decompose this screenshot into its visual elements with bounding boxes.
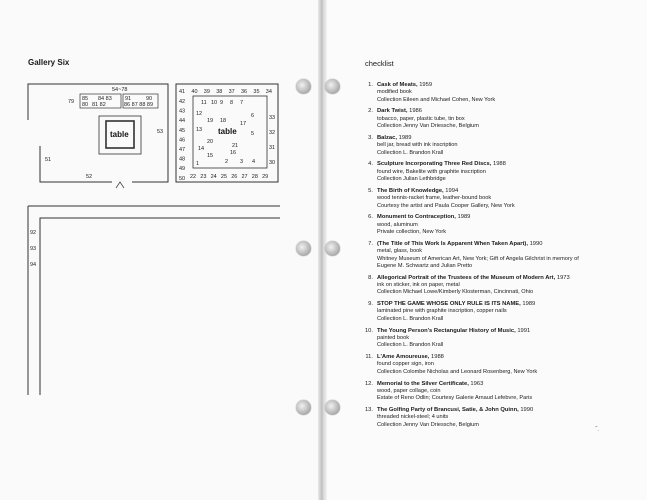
checklist-item-title: Sculpture Incorporating Three Red Discs, 1988 xyxy=(377,161,506,168)
room2-number-inner: 7 xyxy=(240,100,244,106)
checklist-item-detail: Courtesy the artist and Paula Cooper Gallery, New York xyxy=(377,202,515,209)
checklist-item xyxy=(360,407,640,429)
checklist-item xyxy=(360,354,640,376)
checklist-item xyxy=(360,214,640,236)
checklist-item xyxy=(360,275,640,297)
checklist-item-title: Monument to Contraception, 1989 xyxy=(377,214,471,221)
room2-number-bottom: 29 xyxy=(262,174,269,180)
checklist-item-number: 8. xyxy=(368,274,373,281)
room2-number-top: 34 xyxy=(265,89,272,95)
room2-number-inner: 10 xyxy=(211,100,218,106)
checklist-item-year: 1989 xyxy=(522,301,536,308)
checklist-item-year: 1989 xyxy=(457,214,471,221)
checklist-item-detail: Collection Julian Lethbridge xyxy=(377,176,446,183)
page-mark: ˜. xyxy=(595,427,599,433)
checklist-item-detail: laminated pine with graphite inscription, copper nails xyxy=(377,308,507,315)
room1-box1-b: 84 83 xyxy=(98,96,112,102)
room2-number-left: 42 xyxy=(179,99,186,105)
checklist-item-detail: metal, glass, book xyxy=(377,248,423,255)
checklist-item-title: Balzac, 1989 xyxy=(377,134,412,141)
room2-number-inner: 14 xyxy=(198,146,205,152)
checklist-item-title: (The Title of This Work Is Apparent When Taken Apart), 1990 xyxy=(377,240,543,247)
checklist-item-year: 1991 xyxy=(517,327,531,334)
gallery-title: Gallery Six xyxy=(28,58,70,67)
room2-number-bottom: 28 xyxy=(251,174,258,180)
checklist-item-detail: Collection Jenny Van Driessche, Belgium xyxy=(377,421,479,428)
room2-number-bottom: 24 xyxy=(210,174,217,180)
checklist-item-detail: tobacco, paper, plastic tube, tin box xyxy=(377,115,465,122)
room1-box2-a: 91 xyxy=(125,96,132,102)
room2-number-inner: 21 xyxy=(232,143,239,149)
room2-number-inner: 19 xyxy=(207,118,214,124)
room2-number-inner: 1 xyxy=(196,161,200,167)
room1-box1-c: 80 xyxy=(82,102,89,108)
checklist-item-year: 1988 xyxy=(431,354,444,361)
room2-number-right: 31 xyxy=(269,145,276,151)
checklist-item-detail: Collection L. Brandon Krall xyxy=(377,342,444,349)
checklist-item-number: 6. xyxy=(368,214,373,221)
room2-number-bottom: 27 xyxy=(241,174,248,180)
room2-number-inner: 5 xyxy=(251,131,255,137)
room2-number-left: 45 xyxy=(179,127,186,134)
room2-number-bottom: 26 xyxy=(231,174,238,180)
room2-number-left: 49 xyxy=(179,166,186,173)
checklist-item-detail: wood tennis-racket frame, leather-bound book xyxy=(377,195,492,202)
checklist-item-detail: Collection L. Brandon Krall xyxy=(377,315,444,322)
checklist-item-year: 1989 xyxy=(398,134,412,141)
checklist-title: checklist xyxy=(365,59,394,68)
checklist-item-number: 13. xyxy=(364,407,373,414)
checklist-item-number: 3. xyxy=(368,134,373,141)
checklist-item-title: STOP THE GAME WHOSE ONLY RULE IS ITS NAME, 1989 xyxy=(377,301,536,308)
checklist-item-number: 12. xyxy=(364,380,373,387)
room2-number-bottom: 25 xyxy=(220,174,228,180)
room2-number-bottom: 23 xyxy=(200,174,207,180)
checklist-item-detail: Collection Michael Lowe/Kimberly Klosterman, Cincinnati, Ohio xyxy=(377,289,534,296)
checklist-item-year: 1959 xyxy=(419,82,433,88)
checklist-item-number: 7. xyxy=(368,240,373,247)
checklist-item xyxy=(360,108,640,130)
room2-number-top: 37 xyxy=(228,89,235,95)
room2-number-inner: 8 xyxy=(230,100,234,106)
checklist-item-title: Dark Twist, 1986 xyxy=(377,108,423,115)
room2-number-inner: 16 xyxy=(230,150,237,156)
checklist-item-detail: Collection Eileen and Michael Cohen, New York xyxy=(377,96,496,103)
room3-number: 94 xyxy=(30,262,37,268)
room2-number-inner: 9 xyxy=(220,100,224,106)
room2-number-inner: 11 xyxy=(201,100,207,106)
checklist-item-detail: Whitney Museum of American Art, New York; Gift of Angela Gilchrist in memory of xyxy=(377,255,579,262)
checklist-item-detail: found wire, Bakelite with graphite inscription xyxy=(377,168,486,175)
checklist-item-number: 1. xyxy=(368,82,373,88)
checklist-item-year: 1986 xyxy=(409,108,423,115)
checklist-item xyxy=(360,188,640,210)
room1-box2-b: 90 xyxy=(146,96,153,102)
checklist-item-detail: bell jar, bread with ink inscription xyxy=(377,142,458,149)
checklist-item-year: 1963 xyxy=(470,380,484,387)
room2-number-bottom: 22 xyxy=(190,174,197,180)
room2-number-right: 30 xyxy=(269,160,276,166)
checklist-item-detail: wood, aluminum xyxy=(377,221,418,228)
checklist-item-title: The Young Person's Rectangular History of Music, 1991 xyxy=(377,327,531,334)
room2-number-inner: 2 xyxy=(225,159,229,165)
room1-n53: 53 xyxy=(157,129,164,135)
checklist-item-title: Memorial to the Silver Certificate, 1963 xyxy=(377,380,484,387)
checklist-item-detail: ink on sticker, ink on paper, metal xyxy=(377,281,460,288)
room1-n79: 79 xyxy=(68,99,75,105)
room2-number-top: 41 xyxy=(179,89,186,95)
checklist-item-year: 1990 xyxy=(529,240,543,247)
room2-number-right: 33 xyxy=(269,115,276,121)
checklist-item xyxy=(360,135,640,157)
checklist-item-year: 1988 xyxy=(492,161,506,168)
checklist-item-detail: found copper sign, iron xyxy=(377,361,434,368)
checklist xyxy=(360,82,640,434)
room1-box1-d: 81 82 xyxy=(92,102,106,108)
checklist-item-detail: painted book xyxy=(377,334,410,341)
checklist-item-number: 10. xyxy=(364,327,373,334)
room2-number-left: 50 xyxy=(179,175,186,182)
checklist-item-title: The Golfing Party of Brancusi, Satie, & John Quinn, 1990 xyxy=(377,407,534,414)
room2-number-inner: 20 xyxy=(207,139,214,145)
checklist-item-detail: modified book xyxy=(377,89,412,96)
room1-wall xyxy=(40,146,112,182)
checklist-item-title: The Birth of Knowledge, 1994 xyxy=(377,187,459,194)
checklist-item-detail: threaded nickel-steel; 4 units xyxy=(377,414,449,421)
entry-arrow-icon xyxy=(116,182,124,188)
checklist-item-title: L'Ame Amoureuse, 1988 xyxy=(377,354,444,361)
room2-number-inner: 17 xyxy=(240,121,247,127)
checklist-item-detail: wood, paper collage, coin xyxy=(377,387,441,394)
room2-number-top: 40 xyxy=(191,89,198,95)
room2-number-left: 48 xyxy=(179,156,186,163)
room2-number-left: 44 xyxy=(179,118,186,125)
room2-number-top: 39 xyxy=(203,89,210,95)
checklist-item-detail: Private collection, New York xyxy=(377,229,447,236)
room1-box2-c: 86 87 88 89 xyxy=(124,102,154,108)
room2-number-inner: 12 xyxy=(196,111,203,117)
room3-number: 93 xyxy=(30,246,37,252)
checklist-item-detail: Estate of Reno Odlin; Courtesy Galerie Arnaud Lefebvre, Paris xyxy=(377,395,533,402)
room2-number-inner: 18 xyxy=(220,118,227,124)
room1-n52: 52 xyxy=(86,174,93,180)
checklist-item-year: 1994 xyxy=(445,187,459,194)
checklist-item xyxy=(360,82,640,104)
room2-number-top: 35 xyxy=(253,89,260,95)
checklist-item-year: 1973 xyxy=(556,274,570,281)
room3-wall xyxy=(40,218,280,395)
checklist-item-number: 2. xyxy=(368,108,373,115)
checklist-item xyxy=(360,328,640,350)
room2-number-top: 38 xyxy=(216,89,223,95)
room1-box1-a: 85 xyxy=(82,96,89,102)
room3-number: 92 xyxy=(30,230,37,236)
checklist-item-year: 1990 xyxy=(520,407,534,414)
checklist-item-number: 9. xyxy=(368,301,373,308)
checklist-item-number: 11. xyxy=(365,354,373,361)
room1-range-label: 54~78 xyxy=(112,87,128,93)
room2-number-right: 32 xyxy=(269,130,276,136)
room2-table-label: table xyxy=(218,127,237,136)
checklist-item-number: 4. xyxy=(368,161,373,168)
room2-number-left: 47 xyxy=(179,147,186,153)
room1-table-label: table xyxy=(110,130,129,139)
room2-number-inner: 4 xyxy=(252,159,256,165)
checklist-item-number: 5. xyxy=(368,187,373,194)
checklist-item-detail: Collection Jenny Van Driessche, Belgium xyxy=(377,123,479,130)
room2-number-inner: 15 xyxy=(207,153,214,159)
room2-number-inner: 3 xyxy=(240,159,244,165)
checklist-item xyxy=(360,381,640,403)
room2-number-left: 43 xyxy=(179,108,186,115)
checklist-item xyxy=(360,241,640,270)
checklist-item xyxy=(360,301,640,323)
room2-number-top: 36 xyxy=(241,89,248,95)
room2-number-inner: 13 xyxy=(196,127,203,133)
checklist-item xyxy=(360,161,640,183)
checklist-item-title: Allegorical Portrait of the Trustees of the Museum of Modern Art, 1973 xyxy=(377,274,570,281)
room1-n51: 51 xyxy=(45,157,52,163)
checklist-item-title: Cask of Meats, 1959 xyxy=(377,82,433,88)
room2-number-inner: 6 xyxy=(251,113,255,119)
checklist-item-detail: Collection L. Brandon Krall xyxy=(377,149,444,156)
checklist-item-detail: Eugene M. Schwartz and Julian Pretto xyxy=(377,262,473,269)
room2-number-left: 46 xyxy=(179,137,186,144)
checklist-item-detail: Collection Colombe Nicholas and Leonard Rosenberg, New York xyxy=(377,368,538,375)
